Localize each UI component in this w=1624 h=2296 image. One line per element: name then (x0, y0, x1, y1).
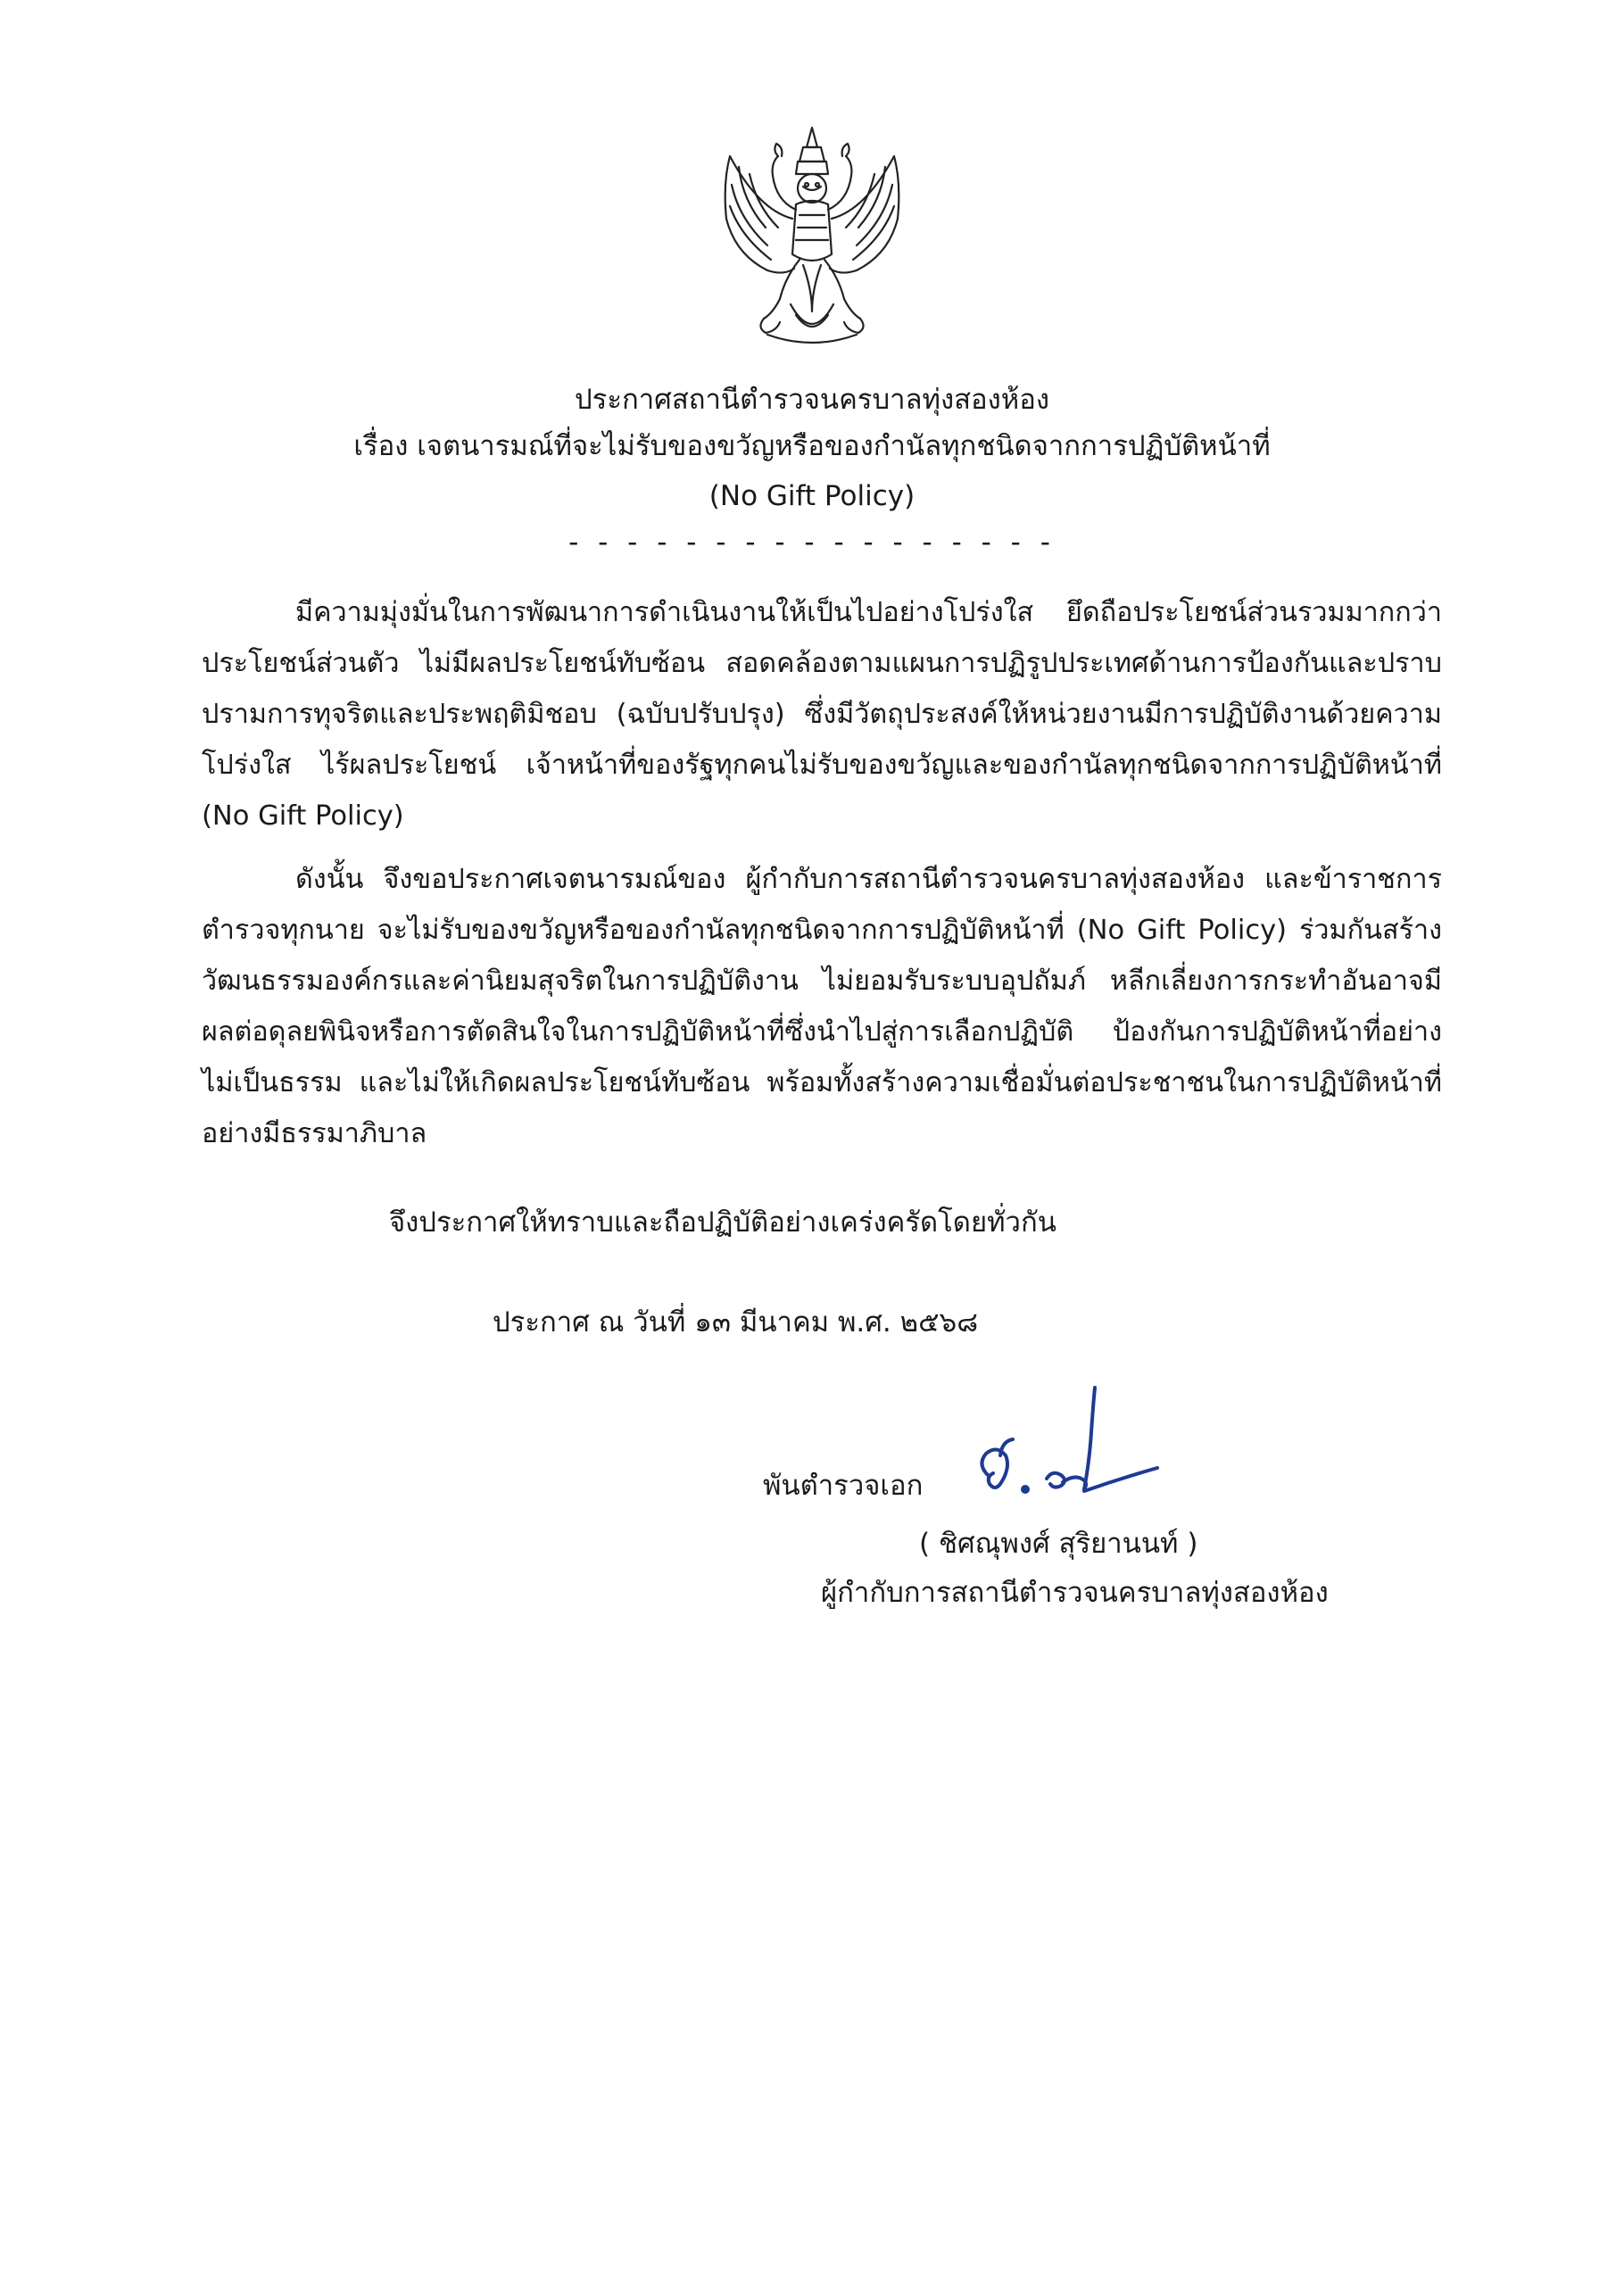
announcement-date: ประกาศ ณ วันที่ ๑๓ มีนาคม พ.ศ. ๒๕๖๘ (493, 1306, 979, 1339)
policy-name: (No Gift Policy) (708, 480, 916, 512)
garuda-emblem-icon (714, 120, 910, 352)
closing-statement: จึงประกาศให้ทราบและถือปฏิบัติอย่างเคร่งครัดโดยทั่วกัน (389, 1206, 1056, 1239)
body-paragraph-1-text: มีความมุ่งมั่นในการพัฒนาการดำเนินงานให้เป็นไปอย่างโปร่งใส ยึดถือประโยชน์ส่วนรวมมากกว่าประโยชน์ส่วนตัว ไม่มีผลประโยชน์ทับซ้อน สอดคล้องตามแผนการปฏิรูปประเทศด้านการป้องกันและปราบปรามการทุจริตและประพฤติมิชอบ (ฉบับปรับปรุง) ซึ่งมีวัตถุประสงค์ให้หน่วยงานมีการปฏิบัติงานด้วยความโปร่งใส ไร้ผลประโยชน์ เจ้าหน้าที่ของรัฐทุกคนไม่รับของขวัญและของกำนัลทุกชนิดจากการปฏิบัติหน้าที่ (No Gift Policy) (202, 597, 1442, 832)
handwritten-signature-icon (950, 1379, 1173, 1517)
body-paragraph-2 (202, 854, 1442, 1159)
signer-position: ผู้กำกับการสถานีตำรวจนครบาลทุ่งสองห้อง (821, 1577, 1329, 1609)
body-paragraph-1 (202, 587, 1442, 841)
announcement-title: ประกาศสถานีตำรวจนครบาลทุ่งสองห้อง (575, 384, 1049, 416)
body-paragraph-2-text: ดังนั้น จึงขอประกาศเจตนารมณ์ของ ผู้กำกับการสถานีตำรวจนครบาลทุ่งสองห้อง และข้าราชการตำรวจทุกนาย จะไม่รับของขวัญหรือของกำนัลทุกชนิดจากการปฏิบัติหน้าที่ (No Gift Policy) ร่วมกันสร้างวัฒนธรรมองค์กรและค่านิยมสุจริตในการปฏิบัติงาน ไม่ยอมรับระบบอุปถัมภ์ หลีกเลี่ยงการกระทำอันอาจมีผลต่อดุลยพินิจหรือการตัดสินใจในการปฏิบัติหน้าที่ซึ่งนำไปสู่การเลือกปฏิบัติ ป้องกันการปฏิบัติหน้าที่อย่างไม่เป็นธรรม และไม่ให้เกิดผลประโยชน์ทับซ้อน พร้อมทั้งสร้างความเชื่อมั่นต่อประชาชนในการปฏิบัติหน้าที่อย่างมีธรรมาภิบาล (202, 864, 1442, 1149)
heading-divider: - - - - - - - - - - - - - - - - - (568, 526, 1056, 559)
signer-rank: พันตำรวจเอก (763, 1470, 924, 1502)
signer-name: ( ชิศณุพงศ์ สุริยานนท์ ) (919, 1528, 1198, 1560)
announcement-subject: เรื่อง เจตนารมณ์ที่จะไม่รับของขวัญหรือของกำนัลทุกชนิดจากการปฏิบัติหน้าที่ (353, 430, 1271, 462)
